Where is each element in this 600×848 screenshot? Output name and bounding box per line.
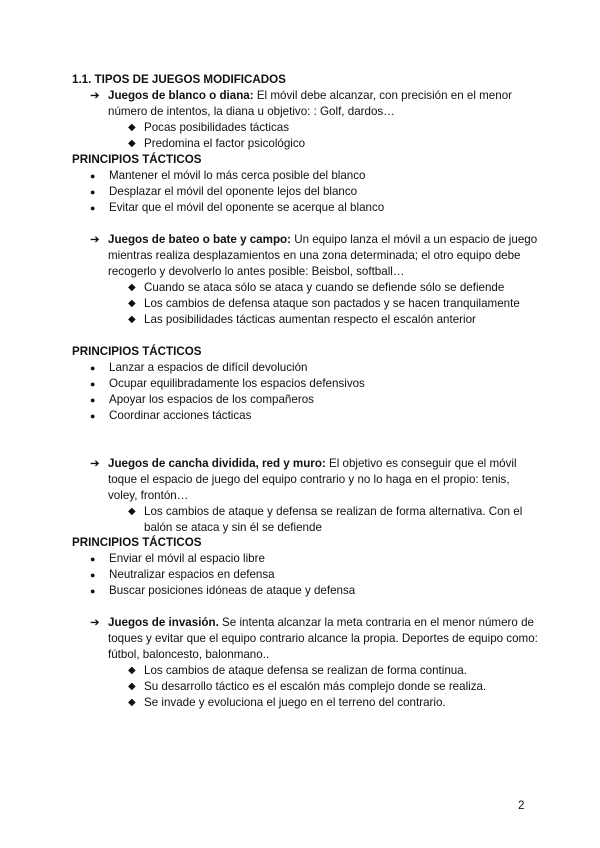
game-blanco-diana [90,88,540,120]
game1-features [128,120,538,152]
list-item: ◆ Predomina el factor psicológico [128,137,306,150]
list-item: ◆ Pocas posibilidades tácticas [128,121,290,134]
diamond-bullet-icon: ◆ [128,138,136,149]
principios-heading: PRINCIPIOS TÁCTICOS [72,345,202,358]
bullet-icon: ● [90,395,96,405]
list-item: ◆ Cuando se ataca sólo se ataca y cuando se defiende sólo se defiende [128,281,505,294]
game-invasion [90,615,540,663]
bullet-icon: ● [90,411,96,421]
game-bateo [90,232,540,280]
list-item: ● Mantener el móvil lo más cerca posible del blanco [90,169,366,182]
game3-features [128,504,538,536]
section-title: 1.1. TIPOS DE JUEGOS MODIFICADOS [72,73,286,86]
game-description: Se intenta alcanzar la meta contraria en el menor número de toques y evitar que el equipo contrario alcance la propia. Deportes de equipo como: fútbol, baloncesto, balonmano.. [108,616,538,661]
page-number: 2 [518,799,525,812]
list-item: ● Coordinar acciones tácticas [90,409,252,422]
game2-principles [90,360,540,424]
bullet-icon: ● [90,203,96,213]
diamond-bullet-icon: ◆ [128,697,136,708]
principios-heading: PRINCIPIOS TÁCTICOS [72,153,202,166]
game-cancha-dividida [90,456,540,504]
bullet-icon: ● [90,586,96,596]
bullet-icon: ● [90,379,96,389]
list-item: ● Buscar posiciones idóneas de ataque y defensa [90,584,356,597]
arrow-icon: ➔ [90,233,100,246]
list-item: ● Desplazar el móvil del oponente lejos del blanco [90,185,358,198]
list-item: ◆ Los cambios de ataque defensa se realizan de forma continua. [128,664,467,677]
list-item: ◆ Los cambios de ataque y defensa se realizan de forma alternativa. Con el balón se ataca y sin él se defiende [128,505,523,534]
list-item: ● Apoyar los espacios de los compañeros [90,393,314,406]
diamond-bullet-icon: ◆ [128,122,136,133]
principios-heading: PRINCIPIOS TÁCTICOS [72,536,202,549]
game-title: Juegos de blanco o diana: [108,89,254,102]
list-item: ● Ocupar equilibradamente los espacios defensivos [90,377,365,390]
arrow-icon: ➔ [90,457,100,470]
diamond-bullet-icon: ◆ [128,681,136,692]
list-item: ● Enviar el móvil al espacio libre [90,552,265,565]
list-item: ◆ Las posibilidades tácticas aumentan respecto el escalón anterior [128,313,476,326]
bullet-icon: ● [90,171,96,181]
game1-principles [90,168,540,216]
arrow-icon: ➔ [90,89,100,102]
arrow-icon: ➔ [90,616,100,629]
bullet-icon: ● [90,554,96,564]
game-title: Juegos de invasión. [108,616,219,629]
list-item: ◆ Los cambios de defensa ataque son pactados y se hacen tranquilamente [128,297,520,310]
diamond-bullet-icon: ◆ [128,298,136,309]
diamond-bullet-icon: ◆ [128,314,136,325]
game-description: El objetivo es conseguir que el móvil toque el espacio de juego del equipo contrario y no lo haga en el propio: tenis, voley, frontón… [108,457,517,502]
list-item: ● Neutralizar espacios en defensa [90,568,275,581]
bullet-icon: ● [90,363,96,373]
diamond-bullet-icon: ◆ [128,665,136,676]
list-item: ◆ Su desarrollo táctico es el escalón más complejo donde se realiza. [128,680,487,693]
game2-features [128,280,538,328]
game-description: El móvil debe alcanzar, con precisión en el menor número de intentos, la diana u objetivo: : Golf, dardos… [108,89,513,118]
diamond-bullet-icon: ◆ [128,282,136,293]
list-item: ● Lanzar a espacios de difícil devolución [90,361,308,374]
diamond-bullet-icon: ◆ [128,506,136,517]
bullet-icon: ● [90,570,96,580]
bullet-icon: ● [90,187,96,197]
list-item: ◆ Se invade y evoluciona el juego en el terreno del contrario. [128,696,446,709]
game-title: Juegos de bateo o bate y campo: [108,233,291,246]
list-item: ● Evitar que el móvil del oponente se acerque al blanco [90,201,385,214]
game-title: Juegos de cancha dividida, red y muro: [108,457,326,470]
game-description: Un equipo lanza el móvil a un espacio de juego mientras realiza desplazamientos en una zona determinada; el otro equipo debe recogerlo y devolverlo lo antes posible: Beisbol, softball… [108,233,538,278]
game4-features [128,663,538,711]
game3-principles [90,551,540,599]
